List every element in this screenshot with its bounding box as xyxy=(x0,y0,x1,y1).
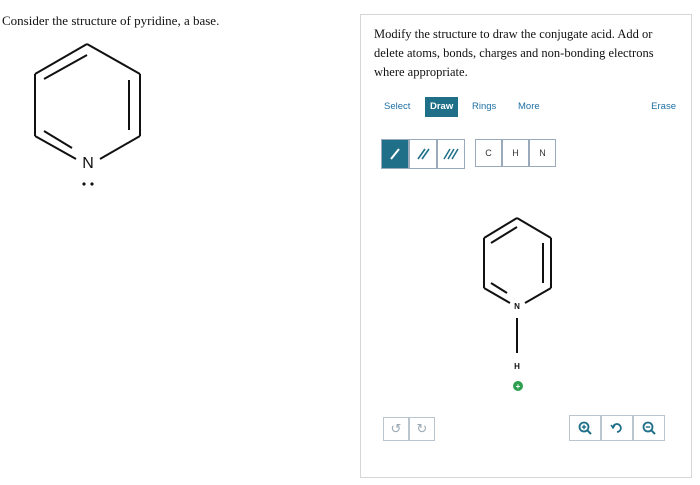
undo-icon: ↺ xyxy=(390,421,402,437)
bond xyxy=(100,136,140,159)
bond xyxy=(525,288,551,303)
toolbar xyxy=(375,97,681,117)
zoom-reset-button[interactable] xyxy=(601,415,633,441)
tab-rings[interactable]: Rings xyxy=(472,101,497,112)
reset-zoom-icon xyxy=(610,421,624,435)
undo-button[interactable] xyxy=(383,417,409,441)
atom-n-button[interactable]: N xyxy=(529,139,556,167)
bond xyxy=(484,218,517,238)
bond xyxy=(44,55,87,79)
triple-bond-icon xyxy=(443,147,459,161)
zoom-in-button[interactable] xyxy=(569,415,601,441)
zoom-out-button[interactable] xyxy=(633,415,665,441)
single-bond-icon xyxy=(388,147,402,161)
canvas-nitrogen-label: N xyxy=(514,302,520,311)
drawing-canvas[interactable] xyxy=(361,175,691,415)
bond xyxy=(44,131,72,148)
zoom-out-icon xyxy=(642,421,656,435)
bond xyxy=(484,288,510,303)
bond xyxy=(87,44,140,74)
single-bond-button[interactable] xyxy=(381,139,409,169)
question-prompt: Consider the structure of pyridine, a base. xyxy=(2,13,220,28)
double-bond-icon xyxy=(416,147,430,161)
redo-icon: ↻ xyxy=(416,421,428,437)
bond-tools xyxy=(381,139,465,169)
bond xyxy=(491,227,517,243)
panel-instructions: Modify the structure to draw the conjugate acid. Add or delete atoms, bonds, charges and non-bonding electrons where appropriate. xyxy=(374,27,654,79)
canvas-hydrogen-label: H xyxy=(514,362,520,371)
double-bond-button[interactable] xyxy=(409,139,437,169)
zoom-controls xyxy=(569,415,667,441)
tab-more[interactable]: More xyxy=(518,101,540,112)
nitrogen-atom-label: N xyxy=(82,155,94,172)
bond xyxy=(517,218,551,238)
charge-label: + xyxy=(515,382,521,391)
atom-c-button[interactable]: C xyxy=(475,139,502,167)
lone-pair-electron xyxy=(82,182,85,185)
tab-draw[interactable]: Draw xyxy=(425,97,458,117)
erase-button[interactable]: Erase xyxy=(651,101,676,112)
triple-bond-button[interactable] xyxy=(437,139,465,169)
lone-pair-electron xyxy=(90,182,93,185)
drawing-panel xyxy=(360,14,692,478)
atom-h-button[interactable]: H xyxy=(502,139,529,167)
redo-button[interactable] xyxy=(409,417,435,441)
bond xyxy=(491,283,507,293)
tab-select[interactable]: Select xyxy=(384,101,411,112)
zoom-in-icon xyxy=(578,421,592,435)
